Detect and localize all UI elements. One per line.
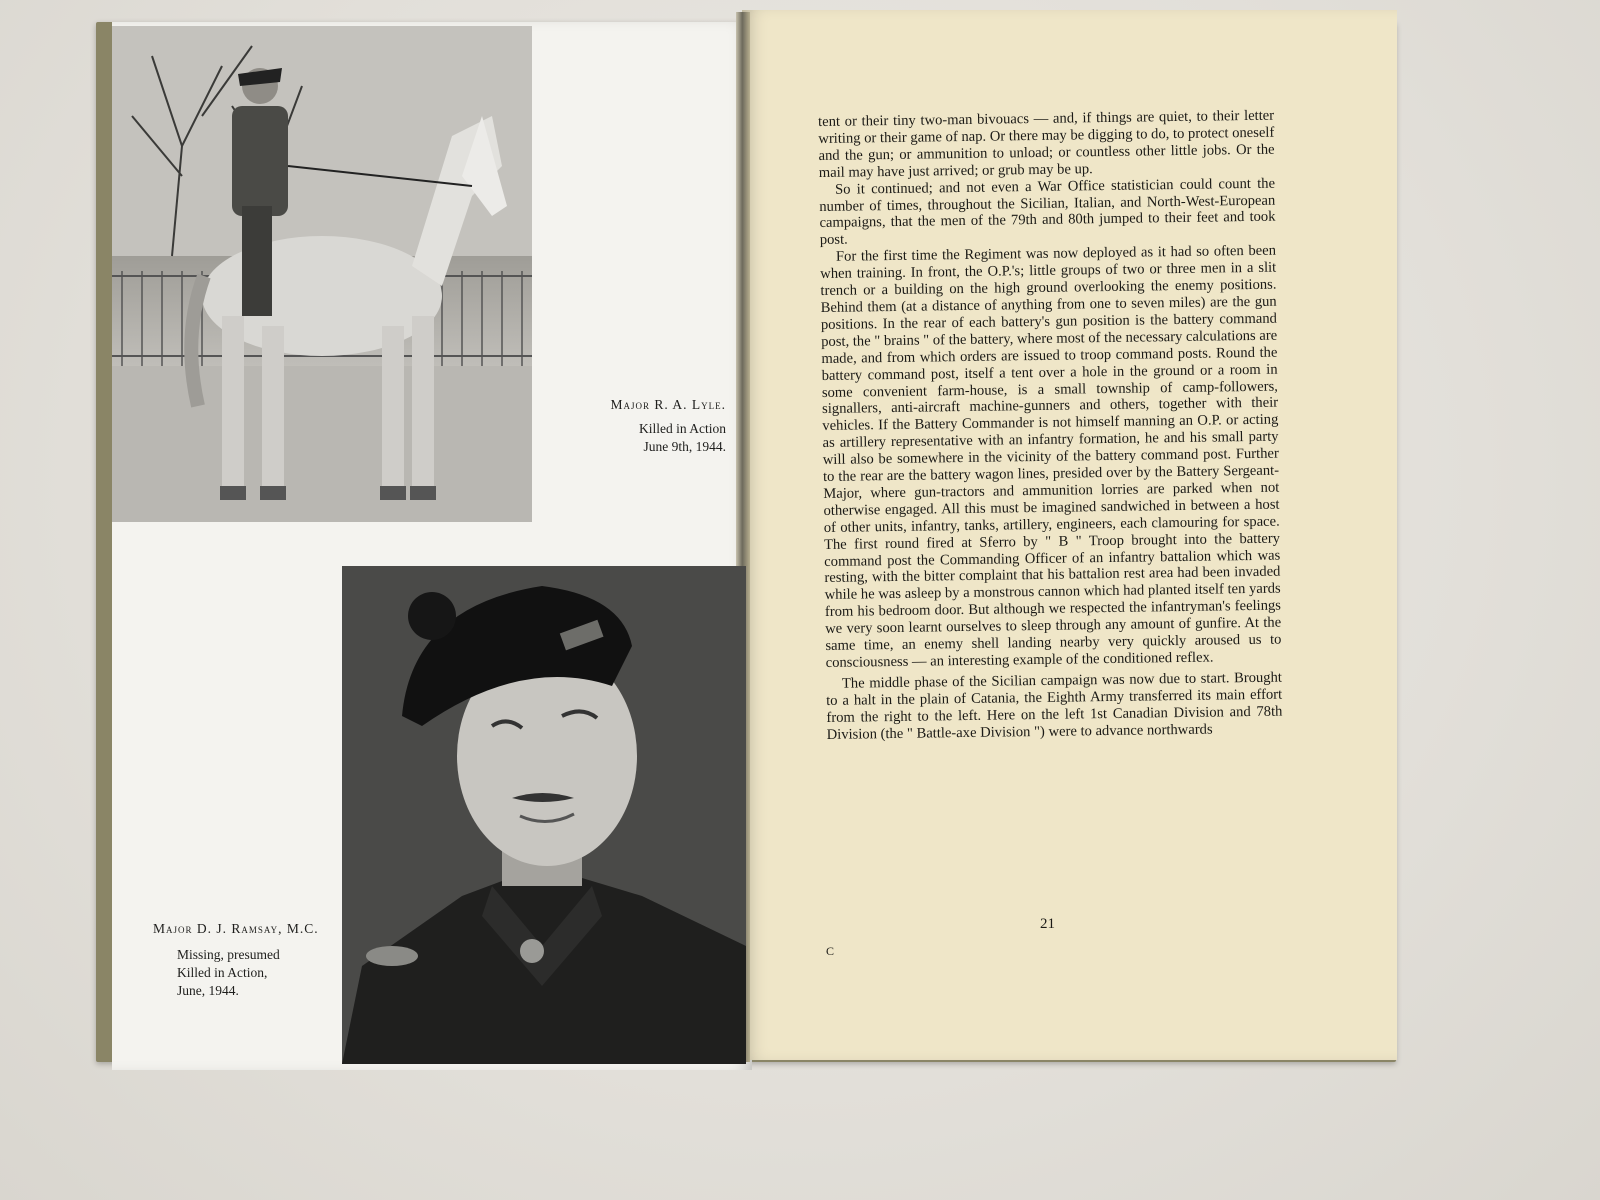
caption-major-lyle <box>566 396 726 456</box>
paragraph: The middle phase of the Sicilian campaign was now due to start. Brought to a halt in the plain of Catania, the Eighth Army transferred its main effort from the right to the left. Here on the left 1st Canadian Division and 78th Division (the " Battle-axe Division ") were to advance northwards <box>826 669 1283 743</box>
caption-name: Major D. J. Ramsay, M.C. <box>153 921 319 936</box>
paragraph: For the first time the Regiment was now deployed as it had so often been when training. In front, the O.P.'s; little groups of two or three men in a slit trench or a building on the high ground overlooking the enemy positions. Behind them (at a distance of anything from one to seven miles) are the gun positions. In the rear of each battery's gun position is the battery command post, the " brains " of the battery, where most of the necessary calculations are made, and from which orders are issued to troop command posts. Round the battery command post, itself a tent over a hole in the ground or a room in some convenient farm-house, is a small township of camp-followers, signallers, anti-aircraft machine-gunners and others, together with their vehicles. If the Battery Commander is not himself manning an O.P. or acting as artillery representative with an infantry formation, he and his small party will also be somewhere in the vicinity of the battery command post. Further to the rear are the battery wagon lines, presided over by the Battery Sergeant-Major, where gun-tractors and ammunition lorries are parked when not otherwise engaged. All this must be imagined sandwiched in between a host of other units, infantry, tanks, artillery, engineers, each clamouring for space. The first round fired at Sferro by " B " Troop brought into the battery command post the Commanding Officer of an infantry battalion which was resting, with the bitter complaint that his battalion rest area had been invaded while he was asleep by a monstrous cannon which had planted itself ten yards from his bedroom door. But although we respected the infantryman's feelings we very soon learnt ourselves to sleep through any amount of gunfire. At the same time, an enemy shell landing nearby very quickly aroused us to consciousness — an interesting example of the conditioned reflex. <box>820 242 1282 671</box>
photo-major-lyle <box>112 26 532 522</box>
caption-line: June 9th, 1944. <box>643 439 726 454</box>
page-number: 21 <box>1040 916 1055 932</box>
paragraph: So it continued; and not even a War Office statistician could count the number of times, throughout the Sicilian, Italian, and North-West-European campaigns, that the men of the 79th and 80th jumped to their feet and took post. <box>819 175 1276 249</box>
caption-line: Missing, presumed <box>177 947 280 962</box>
paragraph: tent or their tiny two-man bivouacs — and, if things are quiet, to their letter writing or their game of nap. Or there may be digging to do, to protect oneself and the gun; or ammunition to unload; or countless other little jobs. Or the mail may have just arrived; or grub may be up. <box>818 107 1275 181</box>
caption-name: Major R. A. Lyle. <box>610 397 726 412</box>
photo-major-ramsay <box>342 566 746 1064</box>
caption-line: June, 1944. <box>177 983 239 998</box>
caption-line: Killed in Action, <box>177 965 268 980</box>
caption-major-ramsay <box>153 920 343 1000</box>
portrait-illustration <box>342 566 746 1064</box>
body-text <box>818 108 1283 744</box>
horse-rider-illustration <box>112 26 532 522</box>
caption-line: Killed in Action <box>639 421 726 436</box>
signature-mark: C <box>826 944 835 958</box>
